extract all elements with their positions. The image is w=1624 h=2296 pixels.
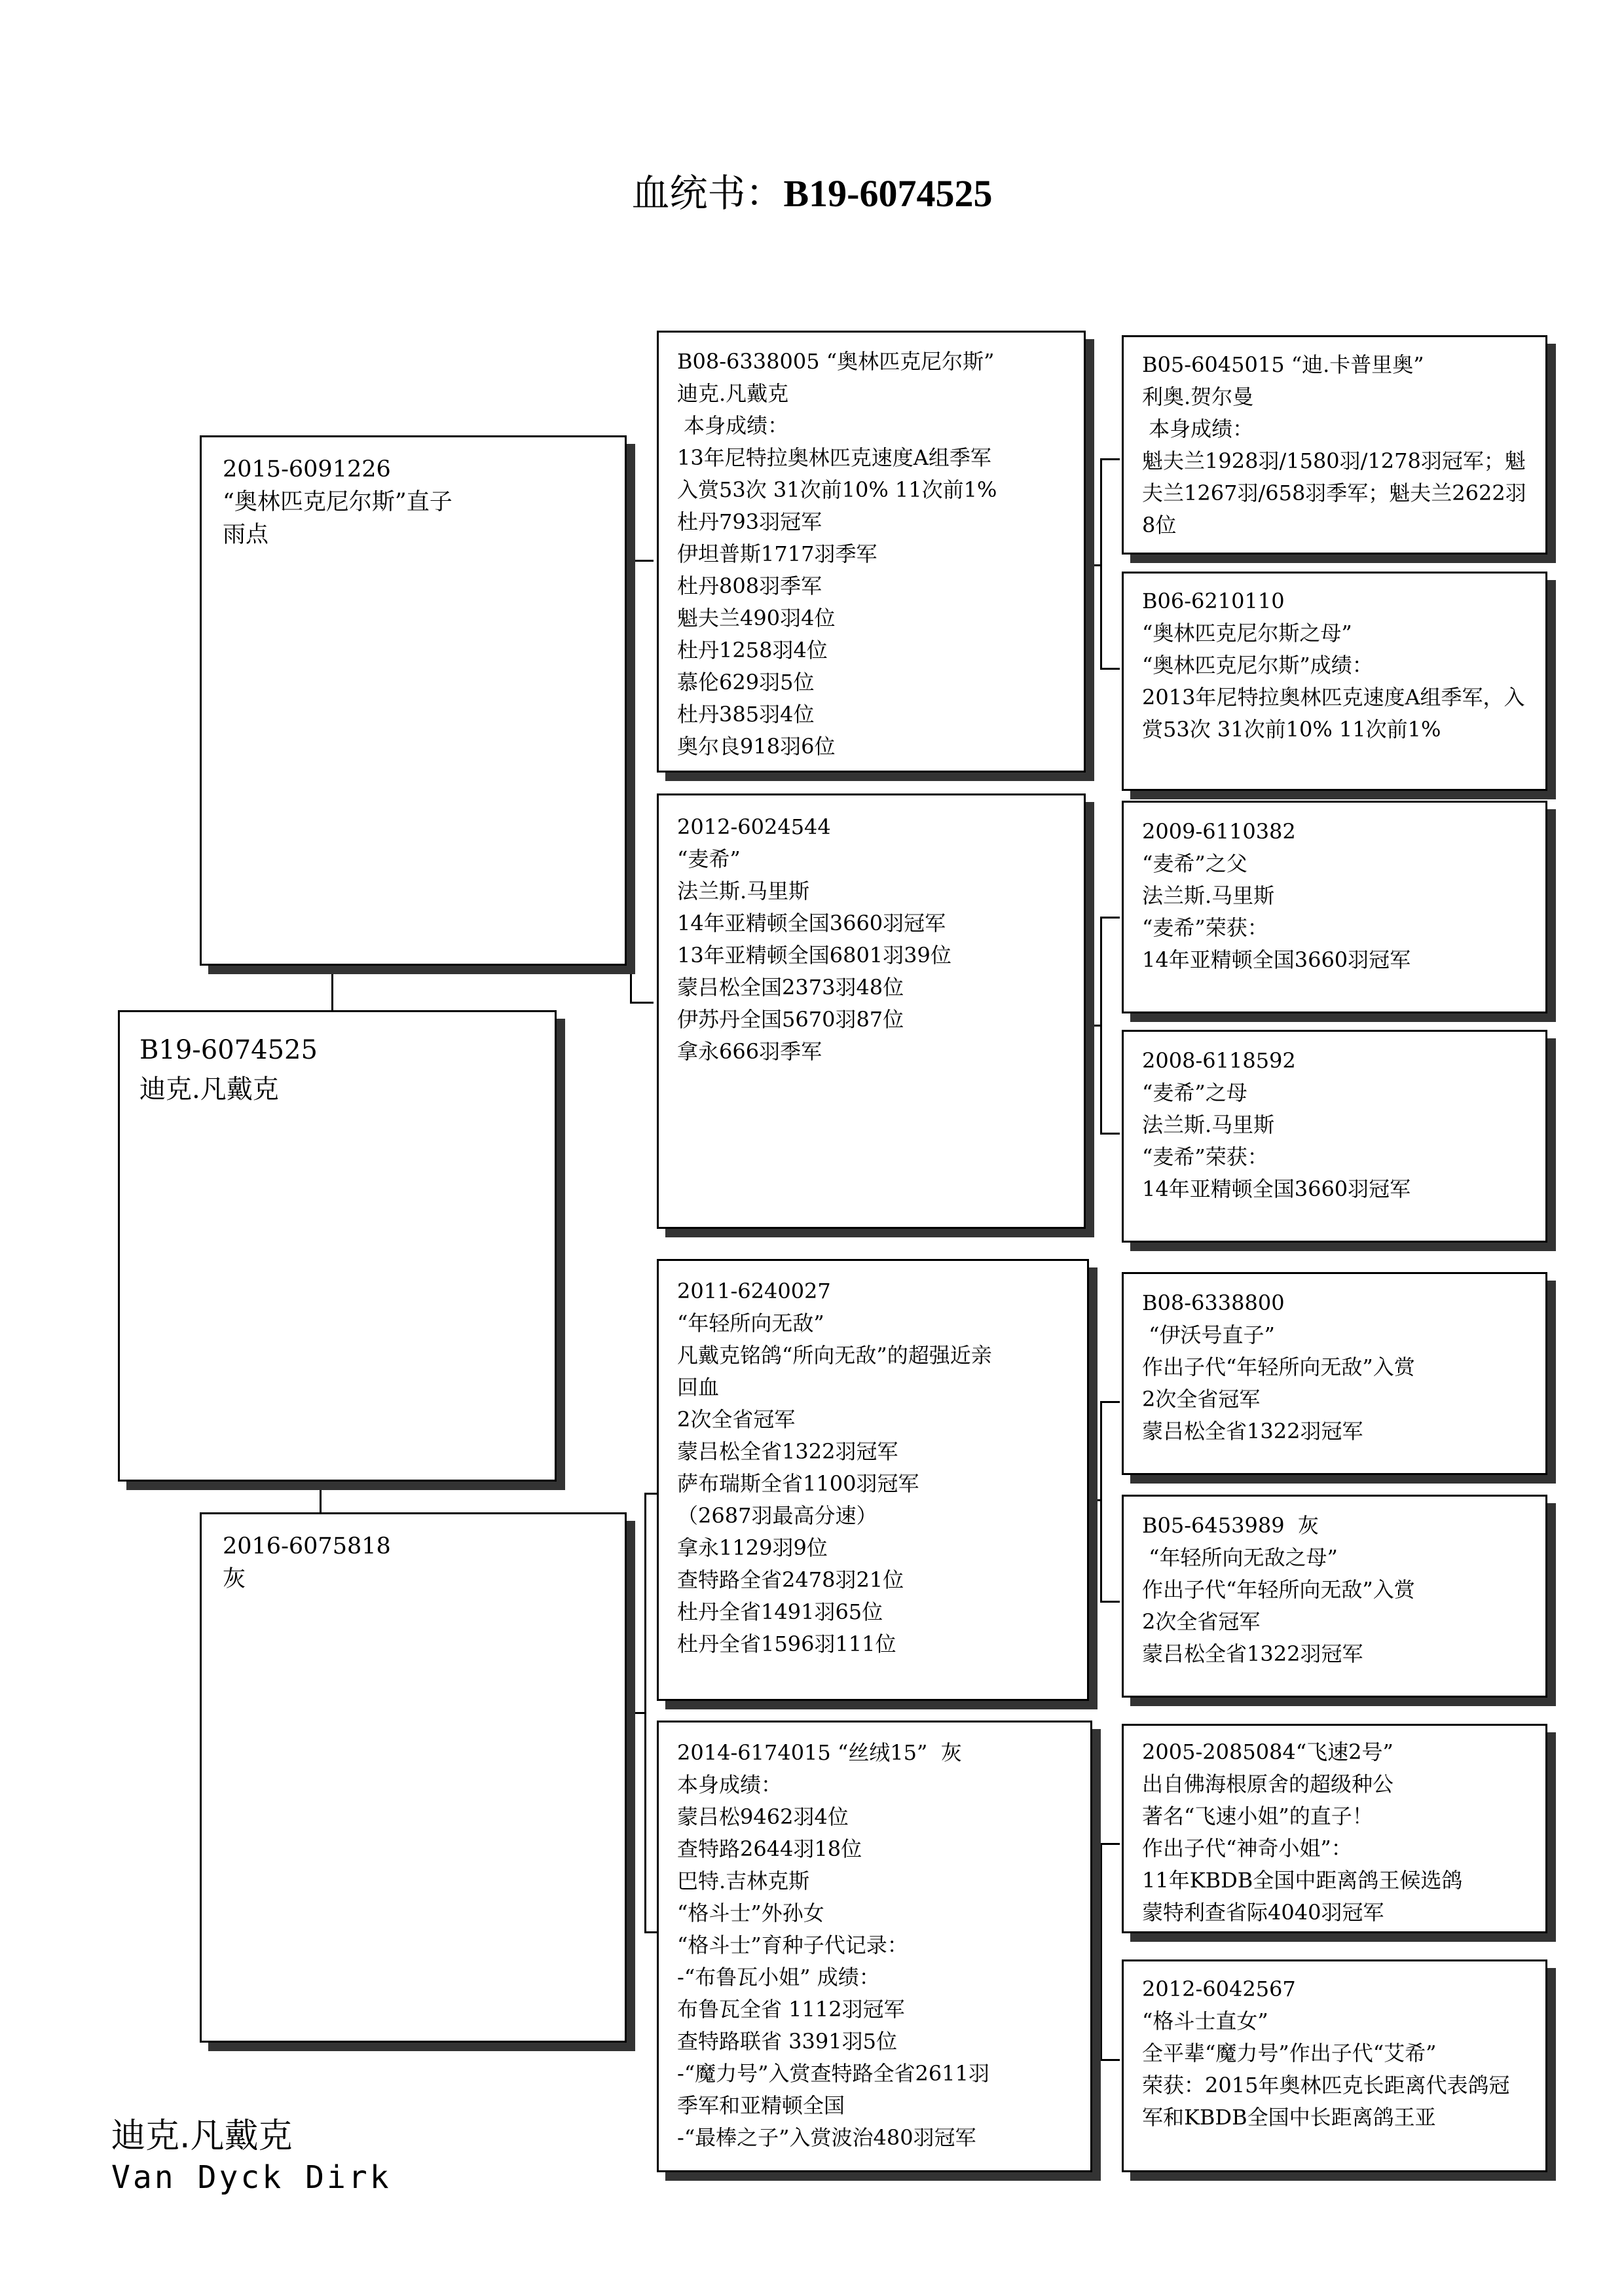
connector	[1100, 668, 1120, 670]
sire-sire-result: 杜丹793羽冠军	[677, 509, 822, 534]
ds-dam-box	[1122, 1495, 1547, 1698]
dam-sire-ring: 2011-6240027	[677, 1279, 831, 1303]
dam-dam-result: 查特路2644羽18位	[677, 1836, 862, 1861]
sire-dam-result: 拿永666羽季军	[677, 1039, 822, 1064]
sire-sire-results-label: 本身成绩：	[677, 413, 789, 438]
sire-sire-result: 慕伦629羽5位	[677, 670, 815, 695]
sire-name: “奥林匹克尼尔斯”直子	[223, 489, 452, 515]
dam-sire-result: 拿永1129羽9位	[677, 1535, 828, 1560]
connector	[1100, 458, 1120, 460]
dd-sire-ring: 2005-2085084“飞速2号”	[1142, 1740, 1393, 1764]
sd-sire-box	[1122, 801, 1547, 1013]
connector	[630, 560, 654, 562]
dam-sire-result: 杜丹全省1596羽111位	[677, 1631, 896, 1656]
dd-sire-note: 著名“飞速小姐”的直子！	[1142, 1804, 1373, 1829]
ss-sire-box	[1122, 335, 1547, 555]
sire-dam-box	[657, 793, 1086, 1229]
sire-dam-ring: 2012-6024544	[677, 814, 831, 839]
title-code: B19-6074525	[783, 172, 993, 215]
dd-dam-box	[1122, 1959, 1547, 2172]
dam-sire-result: 蒙吕松全省1322羽冠军	[677, 1439, 898, 1464]
dam-dam-note: -“魔力号”入赏查特路全省2611羽	[677, 2061, 989, 2086]
ss-sire-owner: 利奥.贺尔曼	[1142, 384, 1254, 409]
connector	[1100, 917, 1120, 919]
sire-dam-result: 13年亚精顿全国6801羽39位	[677, 943, 951, 968]
sire-dam-owner: 法兰斯.马里斯	[677, 879, 810, 903]
connector	[1100, 1401, 1120, 1403]
sd-sire-note: “麦希”荣获：	[1142, 915, 1268, 940]
connector	[1090, 1499, 1101, 1501]
connector	[1100, 458, 1102, 668]
dd-dam-name: “格斗士直女”	[1142, 2009, 1268, 2033]
dd-dam-note: 全平辈“魔力号”作出子代“艾希”	[1142, 2041, 1437, 2066]
dam-dam-note: -“最棒之子”入赏波治480羽冠军	[677, 2125, 976, 2150]
dam-sire-note: 回血	[677, 1375, 720, 1400]
sire-sire-result: 13年尼特拉奥林匹克速度A组季军	[677, 445, 991, 470]
sire-sire-owner: 迪克.凡戴克	[677, 381, 789, 406]
sd-dam-box	[1122, 1030, 1547, 1243]
connector	[1090, 564, 1101, 566]
sd-sire-name: “麦希”之父	[1142, 851, 1247, 876]
breeder-name-en: Van Dyck Dirk	[111, 2159, 392, 2196]
ss-sire-results-label: 本身成绩：	[1142, 416, 1254, 441]
ds-sire-note: 2次全省冠军	[1142, 1387, 1261, 1412]
dam-dam-box	[657, 1721, 1092, 2172]
dd-sire-note: 出自佛海根原舍的超级种公	[1142, 1772, 1394, 1796]
sd-dam-owner: 法兰斯.马里斯	[1142, 1112, 1275, 1137]
sire-dam-result: 14年亚精顿全国3660羽冠军	[677, 911, 946, 936]
sire-dam-result: 蒙吕松全国2373羽48位	[677, 975, 904, 1000]
ds-sire-box	[1122, 1272, 1547, 1475]
dam-dam-owner: 巴特.吉林克斯	[677, 1868, 810, 1893]
ds-dam-note: 作出子代“年轻所向无敌”入赏	[1142, 1577, 1415, 1602]
dam-ring: 2016-6075818	[223, 1533, 391, 1559]
title-prefix: 血统书：	[631, 172, 784, 215]
subject-ring: B19-6074525	[139, 1035, 318, 1065]
sd-sire-result: 14年亚精顿全国3660羽冠军	[1142, 947, 1411, 972]
page-title	[0, 162, 1624, 217]
dam-sire-box	[657, 1259, 1089, 1701]
dd-sire-note: 11年KBDB全国中距离鸽王候选鸽	[1142, 1868, 1463, 1893]
sire-ring: 2015-6091226	[223, 456, 391, 483]
ds-dam-name: “年轻所向无敌之母”	[1142, 1545, 1338, 1570]
sd-sire-owner: 法兰斯.马里斯	[1142, 883, 1275, 908]
dam-sire-result: 查特路全省2478羽21位	[677, 1567, 904, 1592]
connector	[331, 972, 333, 1011]
ds-sire-name: “伊沃号直子”	[1142, 1322, 1275, 1347]
connector	[633, 1712, 646, 1714]
ss-dam-ring: B06-6210110	[1142, 589, 1285, 613]
sire-sire-result: 入赏53次 31次前10% 11次前1%	[677, 477, 997, 502]
subject-owner: 迪克.凡戴克	[139, 1074, 279, 1104]
connector	[1100, 1601, 1120, 1603]
ds-sire-note: 作出子代“年轻所向无敌”入赏	[1142, 1355, 1415, 1379]
connector	[1090, 1025, 1101, 1027]
sire-dam-name: “麦希”	[677, 847, 741, 871]
sire-sire-result: 杜丹808羽季军	[677, 574, 822, 598]
subject-box	[118, 1010, 557, 1482]
dam-sire-note: 凡戴克铭鸽“所向无敌”的超强近亲	[677, 1343, 992, 1368]
ss-sire-results: 魁夫兰1928羽/1580羽/1278羽冠军；魁夫兰1267羽/658羽季军；魁夫兰2622羽8位	[1142, 448, 1526, 538]
sire-sire-result: 奥尔良918羽6位	[677, 734, 836, 759]
ds-sire-ring: B08-6338800	[1142, 1290, 1285, 1315]
sire-dam-result: 伊苏丹全国5670羽87位	[677, 1007, 904, 1032]
dam-sire-result: （2687羽最高分速）	[677, 1503, 877, 1528]
ss-dam-box	[1122, 572, 1547, 791]
dam-sire-result: 杜丹全省1491羽65位	[677, 1599, 883, 1624]
sire-color: 雨点	[223, 522, 269, 548]
ds-dam-note: 蒙吕松全省1322羽冠军	[1142, 1641, 1363, 1666]
dd-dam-results: 荣获：2015年奥林匹克长距离代表鸽冠军和KBDB全国中长距离鸽王亚	[1142, 2073, 1510, 2130]
dam-dam-note: “格斗士”外孙女	[677, 1901, 824, 1925]
dam-dam-note: 布鲁瓦全省 1112羽冠军	[677, 1997, 905, 2022]
dd-sire-note: 作出子代“神奇小姐”：	[1142, 1836, 1352, 1861]
sire-sire-result: 魁夫兰490羽4位	[677, 606, 836, 630]
sire-sire-box	[657, 331, 1086, 773]
sire-box	[200, 435, 627, 966]
dam-dam-note: 查特路联省 3391羽5位	[677, 2029, 897, 2054]
sd-dam-result: 14年亚精顿全国3660羽冠军	[1142, 1176, 1411, 1201]
connector	[1100, 1133, 1120, 1135]
dd-sire-box	[1122, 1724, 1547, 1933]
dd-dam-ring: 2012-6042567	[1142, 1977, 1296, 2001]
connector	[1100, 2059, 1120, 2061]
ss-dam-note: “奥林匹克尼尔斯”成绩：	[1142, 653, 1373, 678]
dam-dam-note: “格斗士”育种子代记录：	[677, 1933, 908, 1958]
dam-dam-ring: 2014-6174015 “丝绒15” 灰	[677, 1740, 962, 1765]
dd-sire-note: 蒙特利查省际4040羽冠军	[1142, 1900, 1384, 1925]
connector	[630, 1002, 654, 1004]
sd-sire-ring: 2009-6110382	[1142, 819, 1296, 844]
connector	[1100, 1843, 1120, 1845]
ds-sire-note: 蒙吕松全省1322羽冠军	[1142, 1419, 1363, 1444]
sd-dam-note: “麦希”荣获：	[1142, 1144, 1268, 1169]
dam-dam-result: 蒙吕松9462羽4位	[677, 1804, 849, 1829]
ds-dam-note: 2次全省冠军	[1142, 1609, 1261, 1634]
ss-sire-ring: B05-6045015 “迪.卡普里奥”	[1142, 352, 1424, 377]
dam-sire-result: 2次全省冠军	[677, 1407, 796, 1432]
sire-sire-result: 杜丹1258羽4位	[677, 638, 828, 663]
ss-dam-name: “奥林匹克尼尔斯之母”	[1142, 621, 1352, 646]
ss-dam-results: 2013年尼特拉奥林匹克速度A组季军，入赏53次 31次前10% 11次前1%	[1142, 685, 1525, 742]
sire-sire-ring: B08-6338005 “奥林匹克尼尔斯”	[677, 349, 995, 374]
sire-sire-result: 杜丹385羽4位	[677, 702, 815, 727]
dam-dam-note: -“布鲁瓦小姐” 成绩：	[677, 1965, 880, 1990]
dam-dam-results-label: 本身成绩：	[677, 1772, 783, 1797]
sire-sire-result: 伊坦普斯1717羽季军	[677, 541, 877, 566]
dam-box	[200, 1512, 627, 2043]
dam-sire-result: 萨布瑞斯全省1100羽冠军	[677, 1471, 919, 1496]
dam-sire-name: “年轻所向无敌”	[677, 1311, 824, 1336]
breeder-name-cn: 迪克.凡戴克	[111, 2117, 293, 2156]
dam-color: 灰	[223, 1566, 246, 1592]
connector	[630, 560, 632, 1002]
sd-dam-name: “麦希”之母	[1142, 1080, 1247, 1105]
sd-dam-ring: 2008-6118592	[1142, 1048, 1296, 1073]
ds-dam-ring: B05-6453989 灰	[1142, 1513, 1319, 1538]
dam-dam-note: 季军和亚精顿全国	[677, 2093, 845, 2118]
